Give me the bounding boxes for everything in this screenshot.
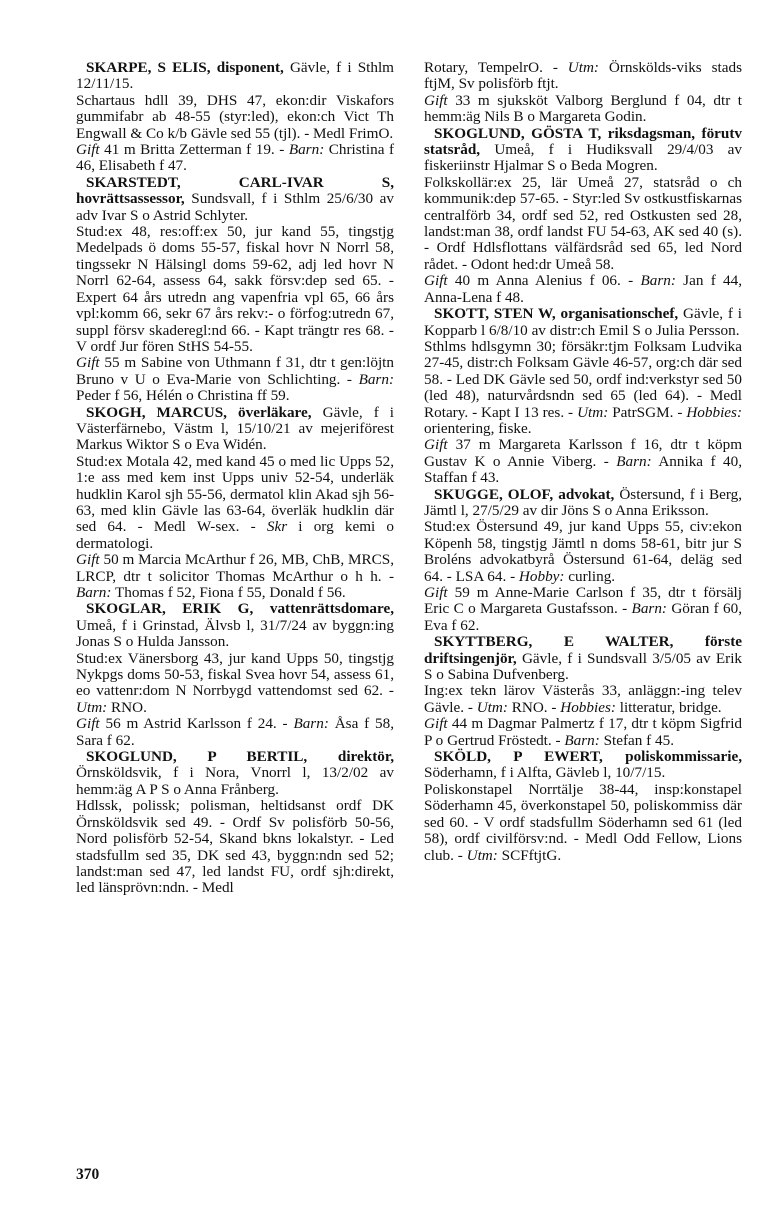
entry-bio: Poliskonstapel Norrtälje 38-44, insp:konstapel Söderhamn 45, överkonstapel 50, poliskommiss där sed 60. - V ordf stadsfullm Söderhamn sed 61 (led 58), ordf civilförsv:nd. - Medl Odd Fellow, Lions club. - (424, 780, 742, 864)
entry-occupation: vattenrättsdomare, (269, 600, 394, 618)
entry-skoglar: SKOGLAR, ERIK G, vattenrättsdomare, Umeå, f i Grinstad, Älvsb l, 31/7/24 av byggn:ing Jonas S o Hulda Jansson. Stud:ex Vänersborg 43, jur kand Upps 50, tingstjg Nykpgs doms 50-53, fiskal Svea hovr 54, assess 61, eo vattenr:dom N Norrbygd vattendomst sed 62. - Utm: RNO. Gift 56 m Astrid Karlsson f 24. - Barn: Åsa f 58, Sara f 62. (76, 600, 395, 749)
gift-text: 50 m Marcia McArthur f 26, MB, ChB, MRCS, LRCP, dtr t solicitor Thomas McArthur o h h. (76, 551, 395, 585)
entry-intro: Gävle, f i Västerfärnebo, Västm l, 15/10/21 av mejeriförest Markus Wiktor S o Eva Widén. (76, 403, 395, 454)
page-number: 370 (76, 1166, 100, 1183)
barn-label: Barn: (358, 370, 394, 388)
barn-label: Barn: (76, 584, 112, 601)
entry-occupation: disponent, (216, 59, 284, 76)
barn-label: Barn: (293, 715, 329, 733)
barn-text: Thomas f 52, Fiona f 55, Donald f 56. (114, 584, 346, 601)
entry-bio: Schartaus hdll 39, DHS 47, ekon:dir Viskafors gummifabr ab 48-55 (styr:led), ekon:ch Vict Th Engwall & Co k/b Gävle sed 55 (tjl). - Medl FrimO. (76, 91, 394, 142)
entry-name: SKOGLUND, GÖSTA T, (434, 124, 602, 142)
hobbies-text: litteratur, bridge. (619, 698, 722, 716)
gift-label: Gift (424, 91, 448, 109)
entry-name: SKOGLUND, P BERTIL, (86, 748, 308, 766)
entry-occupation: riksdagsman, förutv statsråd, (424, 124, 743, 159)
entry-intro: Gävle, f i Kopparb l 6/8/10 av distr:ch Emil S o Julia Persson. (424, 305, 743, 339)
utm-label: Utm: (466, 846, 498, 864)
entry-name: SKOTT, STEN W, (434, 305, 556, 323)
entry-occupation: hovrättsassessor, (76, 190, 185, 208)
entry-skyttberg (424, 634, 742, 749)
entry-bio: Stud:ex 48, res:off:ex 50, jur kand 55, tingstjg Medelpads ö doms 55-57, fiskal hovr N Norrl 58, tingssekr N Hälsingl doms 59-62, adj led hovr N Norrl 62-64, assess 64, sakk försv:dep sed 65. - Expert 64 års utredn ang vapenfria vpl 65, 66 års vpl:komm 66, sekr 67 års rekv:- o förfog:utredn 67, suppl försv skaderegl:nd 66. - Kapt trängtr res 68. - V ordf Jur fören StHS 54-55. (76, 223, 394, 355)
gift-label: Gift (424, 436, 448, 454)
barn-text: Peder f 56, Hélén o Christina ff 59. (76, 387, 290, 405)
hobbies-label: Hobbies: (686, 403, 743, 421)
entry-skogh: SKOGH, MARCUS, överläkare, Gävle, f i Västerfärnebo, Västm l, 15/10/21 av mejeriförest Markus Wiktor S o Eva Widén. Stud:ex Motala 42, med kand 45 o med lic Upps 52, 1:e ass med kem inst Upps univ 52-54, underläk hudklin Karol sjh 55-56, dermatol klin Akad sjh 56-63, med klin Gävle las 63-64, överläk hudklin där sed 64. - Medl W-sex. - Skr i org kemi o dermatologi. Gift 50 m Marcia McArthur f 26, MB, ChB, MRCS, LRCP, dtr t solicitor Thomas McArthur o h h. - Barn: Thomas f 52, Fiona f 55, Donald f 56. (76, 403, 395, 601)
entry-skott (424, 306, 742, 486)
barn-text: Annika f 40, Staffan f 43. (424, 452, 742, 487)
entry-name: SKOGLAR, ERIK G, (86, 600, 254, 618)
entry-occupation: överläkare, (238, 403, 312, 421)
utm-text: RNO. (111, 698, 147, 716)
utm-label: Utm: (577, 403, 609, 421)
gift-text: 37 m Margareta Karlsson f 16, dtr t köpm Gustav K o Annie Viberg. - (424, 436, 743, 470)
gift-label: Gift (76, 715, 100, 733)
entry-intro: Gävle, f i Sthlm 12/11/15. (76, 59, 394, 93)
left-column (76, 60, 394, 897)
gift-text: 33 m sjuksköt Valborg Berglund f 04, dtr t hemm:äg Nils B o Margareta Godin. (424, 91, 743, 126)
entry-name: SKARSTEDT, CARL-IVAR S, (86, 173, 394, 191)
right-column (424, 60, 742, 864)
entry-skugge (424, 487, 742, 635)
entry-name: SKYTTBERG, E WALTER, (434, 633, 674, 651)
entry-intro: Östersund, f i Berg, Jämtl l, 27/5/29 av dir Jöns S o Anna Eriksson. (424, 485, 743, 519)
entry-intro: Söderhamn, f i Alfta, Gävleb l, 10/7/15. (424, 764, 666, 782)
utm-text: Örnskölds-viks stads ftjM, Sv polisförb ftjt. (424, 59, 742, 93)
entry-continuation: Rotary, TempelrO. - (424, 59, 558, 76)
entry-intro: Umeå, f i Grinstad, Älvsb l, 31/7/24 av byggn:ing Jonas S o Hulda Jansson. (76, 616, 394, 651)
barn-label: Barn: (288, 141, 325, 159)
utm-text: SCFftjtG. (501, 846, 562, 864)
utm-label: Utm: (567, 59, 599, 76)
entry-name: SKARPE, S ELIS, (86, 59, 211, 76)
utm-label: Utm: (76, 698, 108, 716)
gift-label: Gift (76, 141, 100, 159)
hobbies-text: orientering, fiske. (424, 419, 532, 437)
entry-occupation: direktör, (337, 748, 394, 766)
entry-skoglund-bertil (76, 749, 394, 897)
gift-text: 44 m Dagmar Palmertz f 17, dtr t köpm Sigfrid P o Gertrud Fröstedt. - (424, 715, 743, 749)
barn-label: Barn: (631, 600, 667, 618)
gift-label: Gift (424, 715, 448, 733)
gift-label: Gift (76, 354, 100, 372)
entry-bio: Ing:ex tekn lärov Västerås 33, anläggn:-ing telev Gävle. - (424, 682, 742, 716)
entry-name: SKOGH, MARCUS, (86, 403, 227, 421)
entry-skoglund-gosta: SKOGLUND, GÖSTA T, riksdagsman, förutv statsråd, Umeå, f i Hudiksvall 29/4/03 av fiskeriinstr Hjalmar S o Beda Mogren. Folkskollär:ex 25, lär Umeå 27, statsråd o ch kommunik:dep 57-65. - Styr:led Sv ostkustfiskarnas centralförb 34, ordf sed 52, red Ostkusten sed 28, landst:man 38, ordf landst FU 54-63, AK sed 40 (s). - Ordf Hdlsflottans välfärdsråd sed 65, led Nord rådet. - Odont hed:dr Umeå 58. Gift 40 m Anna Alenius f 06. - Barn: Jan f 44, Anna-Lena f 48. (424, 124, 743, 306)
barn-label: Barn: (564, 731, 600, 749)
utm-text: PatrSGM. - (612, 403, 683, 421)
skr-label: Skr (266, 518, 288, 536)
skr-text: i org kemi o dermatologi. (76, 518, 395, 552)
barn-text: Jan f 44, Anna-Lena f 48. (424, 272, 743, 306)
utm-text: RNO. - (511, 698, 557, 716)
entry-intro: Sundsvall, f i Sthlm 25/6/30 av adv Ivar S o Astrid Schlyter. (76, 190, 394, 224)
entry-skarstedt: SKARSTEDT, CARL-IVAR S, hovrättsassessor, Sundsvall, f i Sthlm 25/6/30 av adv Ivar S o Astrid Schlyter. Stud:ex 48, res:off:ex 50, jur kand 55, tingstjg Medelpads ö doms 55-57, fiskal hovr N Norrl 58, tingssekr N Hälsingl doms 59-62, adj led hovr N Norrl 62-64, assess 64, sakk försv:dep sed 65. - Expert 64 års utredn ang vapenfria vpl 65, 66 års vpl:komm 66, sekr 67 års rekv:- o förfog:utredn 67, suppl försv skaderegl:nd 66. - Kapt trängtr res 68. - V ordf Jur fören StHS 54-55. Gift 55 m Sabine von Uthmann f 31, dtr t gen:löjtn Bruno v U o Eva-Marie von Schlichting. - Barn: Peder f 56, Hélén o Christina ff 59. (76, 173, 394, 405)
gift-text: 41 m Britta Zetterman f 19. (104, 141, 275, 159)
entry-bio: Stud:ex Vänersborg 43, jur kand Upps 50, tingstjg Nykpgs doms 50-53, fiskal Svea hovr 54, assess 61, eo vattenr:dom N Norrbygd vattendomst sed 62. (76, 649, 394, 700)
entry-skoglund-bertil-cont (424, 60, 742, 126)
gift-text: 59 m Anne-Marie Carlson f 35, dtr t försälj Eric C o Margareta Gustafsson. - (424, 584, 743, 618)
entry-skold (424, 749, 742, 864)
hobbies-label: Hobbies: (560, 698, 616, 716)
entry-name: SKUGGE, OLOF, (434, 485, 554, 503)
entry-name: SKÖLD, P EWERT, (434, 748, 603, 766)
gift-label: Gift (424, 272, 448, 290)
entry-bio: Stud:ex Östersund 49, jur kand Upps 55, civ:ekon Köpenh 58, tingstjg Jämtl n doms 58-61, bitr jur S Broléns advokatbyrå Östersund 61-64, deläg sed 64. - LSA 64. - (424, 518, 742, 585)
barn-label: Barn: (640, 272, 676, 290)
entry-bio: Folkskollär:ex 25, lär Umeå 27, statsråd o ch kommunik:dep 57-65. - Styr:led Sv ostkustfiskarnas centralförb 34, ordf sed 52, red Ostkusten sed 28, landst:man 38, ordf landst FU 54-63, AK sed 40 (s). - Ordf Hdlsflottans välfärdsråd sed 65, led Nord rådet. - Odont hed:dr Umeå 58. (424, 173, 742, 273)
entry-occupation: förste driftsingenjör, (424, 633, 742, 667)
gift-label: Gift (424, 584, 448, 601)
hobby-label: Hobby: (518, 567, 565, 585)
barn-text: Åsa f 58, Sara f 62. (76, 715, 395, 749)
entry-bio: Stud:ex Motala 42, med kand 45 o med lic Upps 52, 1:e ass med kem inst Upps univ 52-54, underläk hudklin Karol sjh 55-56, dermatol klin Akad sjh 56-63, med klin Gävle las 63-64, överläk hudklin där sed 64. - Medl W-sex. (76, 452, 394, 536)
barn-text: Göran f 60, Eva f 62. (424, 600, 743, 634)
entry-occupation: poliskommissarie, (625, 748, 742, 766)
entry-intro: Umeå, f i Hudiksvall 29/4/03 av fiskeriinstr Hjalmar S o Beda Mogren. (424, 141, 743, 175)
entry-intro: Örnsköldsvik, f i Nora, Vnorrl l, 13/2/02 av hemm:äg A P S o Anna Frånberg. (76, 764, 394, 798)
gift-text: 56 m Astrid Karlsson f 24. (105, 715, 277, 733)
hobby-text: curling. (568, 567, 616, 585)
entry-skarpe: SKARPE, S ELIS, disponent, Gävle, f i Sthlm 12/11/15. Schartaus hdll 39, DHS 47, ekon:dir Viskafors gummifabr ab 48-55 (styr:led), ekon:ch Vict Th Engwall & Co k/b Gävle sed 55 (tjl). - Medl FrimO. Gift 41 m Britta Zetterman f 19. - Barn: Christina f 46, Elisabeth f 47. (76, 59, 395, 175)
entry-intro: Gävle, f i Sundsvall 3/5/05 av Erik S o Sabina Dufvenberg. (424, 649, 743, 684)
entry-occupation: advokat, (558, 485, 615, 503)
gift-text: 40 m Anna Alenius f 06. (454, 272, 621, 290)
utm-label: Utm: (476, 698, 508, 716)
barn-text: Christina f 46, Elisabeth f 47. (76, 141, 395, 175)
gift-text: 55 m Sabine von Uthmann f 31, dtr t gen:löjtn Bruno v U o Eva-Marie von Schlichting. (76, 354, 394, 388)
entry-bio: Hdlssk, polissk; polisman, heltidsanst ordf DK Örnsköldsvik sed 49. - Ordf Sv polisförb 50-56, Nord polisförb 52-54, Skand bkns lokalstyr. - Led stadsfullm sed 35, DK sed 43, byggn:ndn sed 52; landst:man sed 47, led landst FU, ordf sjh:direkt, led länsprövn:ndn. - Medl (76, 797, 394, 897)
entry-bio: Sthlms hdlsgymn 30; försäkr:tjm Folksam Ludvika 27-45, distr:ch Folksam Gävle 46-57, org:ch där sed 58. - Led DK Gävle sed 50, ordf ind:verkstyr sed 50 (led 48), naturvårdsndn sed 65 (led 64). - Medl Rotary. - Kapt I 13 res. - (424, 337, 742, 421)
entry-occupation: organisationschef, (560, 305, 679, 323)
gift-label: Gift (76, 551, 100, 569)
barn-text: Stefan f 45. (603, 731, 675, 749)
barn-label: Barn: (616, 452, 652, 470)
